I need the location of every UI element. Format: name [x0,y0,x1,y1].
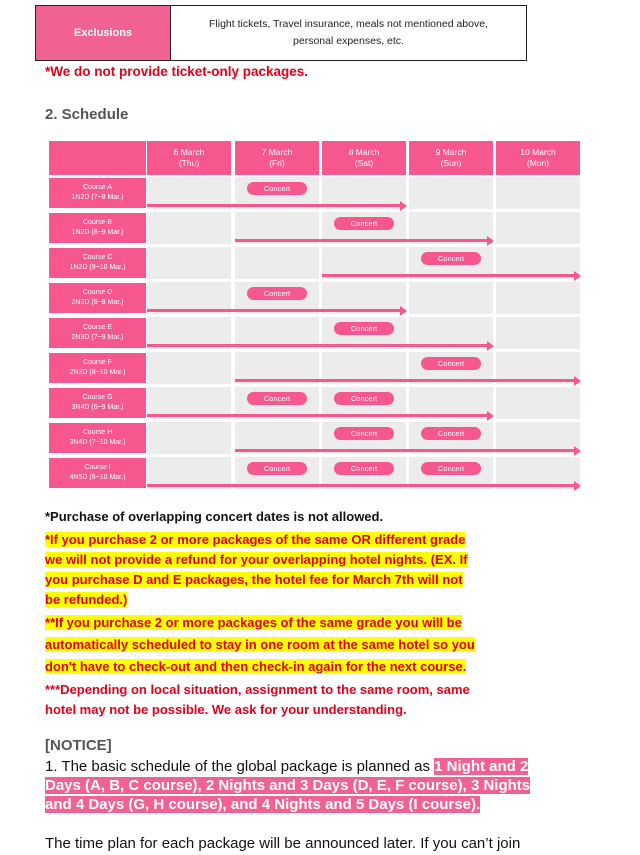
course-name: Course F [83,359,112,366]
schedule-cell [496,387,580,419]
stay-bar [235,379,576,382]
exclusions-value-line2: personal expenses, etc. [293,35,404,47]
day-weekday: (Fri) [269,158,285,168]
same-room-line: don't have to check-out and then check-in again for the next course. [45,659,467,674]
schedule-title: 2. Schedule [45,106,129,123]
course-detail: 3N4D (7~10 Mar.) [69,439,126,446]
course-name: Course B [82,219,113,226]
course-label [49,423,146,453]
stay-arrow [487,236,494,246]
schedule-cell [409,282,493,314]
course-detail: 1N2D (8~9 Mar.) [71,229,124,236]
ticket-only-note: *We do not provide ticket-only packages. [45,64,309,79]
concert-pill: Concert [421,252,481,265]
day-header [409,141,493,175]
concert-pill: Concert [334,217,394,230]
stay-arrow [574,271,581,281]
course-name: Course E [82,324,113,331]
day-weekday: (Mon) [526,158,550,168]
local-situation-note [45,680,470,720]
concert-pill: Concert [247,182,307,195]
schedule-cell [496,282,580,314]
notice-body [45,757,537,814]
course-label [49,458,146,488]
schedule-cell [496,177,580,209]
refund-line: *If you purchase 2 or more packages of the same OR different grade [45,532,466,547]
course-name: Course A [83,184,112,191]
refund-line: you purchase D and E packages, the hotel fee for March 7th will not [45,572,463,587]
course-label [49,248,146,278]
concert-pill: Concert [334,427,394,440]
exclusions-table [35,5,527,61]
concert-pill: Concert [334,392,394,405]
day-header [235,141,319,175]
stay-arrow [574,481,581,491]
refund-note [45,530,545,610]
course-name: Course G [82,394,113,401]
course-detail: 1N2D (9~10 Mar.) [69,264,126,271]
stay-bar [235,239,489,242]
same-room-line: **If you purchase 2 or more packages of the same grade you will be [45,615,462,630]
schedule-cell [496,212,580,244]
stay-bar [322,274,576,277]
notice-line1-highlight: 1 Night and 2 Days (A, B, C course), 2 Nights and 3 Days (D, E, F course), 3 Nights and 4 Days (G, H course), and 4 Nights and 5 Days (I course). [45,758,531,813]
course-label [49,283,146,313]
stay-bar [147,204,402,207]
day-date: 10 March [520,147,556,157]
refund-line: be refunded.) [45,592,128,607]
stay-bar [235,449,576,452]
schedule-corner [49,141,146,175]
day-weekday: (Thu) [178,158,200,168]
day-header [322,141,406,175]
notice-line1-prefix: 1. The basic schedule of the global package is planned as [45,758,435,775]
course-detail: 2N3D (8~10 Mar.) [69,369,126,376]
schedule-cell [409,177,493,209]
local-line: hotel may not be possible. We ask for your understanding. [45,702,407,717]
concert-pill: Concert [421,427,481,440]
day-date: 9 March [435,147,467,157]
course-label [49,318,146,348]
concert-pill: Concert [247,287,307,300]
notice-title: [NOTICE] [45,737,112,754]
exclusions-value [171,6,527,61]
notice-line2: The time plan for each package will be announced later. If you can’t join [45,835,521,852]
same-room-line: automatically scheduled to stay in one room at the same hotel so you [45,637,475,652]
course-detail: 1N2D (7~8 Mar.) [71,194,124,201]
course-name: Course H [82,429,113,436]
exclusions-label: Exclusions [36,6,171,61]
concert-pill: Concert [247,462,307,475]
course-name: Course D [82,289,113,296]
course-name: Course I [84,464,111,471]
concert-pill: Concert [334,462,394,475]
day-date: 7 March [261,147,293,157]
local-line: ***Depending on local situation, assignment to the same room, same [45,682,470,697]
day-date: 6 March [173,147,205,157]
day-date: 8 March [348,147,380,157]
exclusions-value-line1: Flight tickets, Travel insurance, meals not mentioned above, [209,18,488,30]
day-header [147,141,231,175]
schedule-cell [147,352,231,384]
stay-arrow [574,446,581,456]
course-detail: 3N4D (6~9 Mar.) [71,404,124,411]
day-weekday: (Sat) [354,158,374,168]
stay-bar [147,484,576,487]
course-label [49,178,146,208]
schedule-cell [147,422,231,454]
schedule-cell [235,247,319,279]
day-weekday: (Sun) [440,158,462,168]
course-label [49,213,146,243]
schedule-cell [496,317,580,349]
schedule-cell [147,212,231,244]
stay-arrow [574,376,581,386]
stay-arrow [400,306,407,316]
stay-arrow [400,201,407,211]
overlap-note: *Purchase of overlapping concert dates is not allowed. [45,509,384,524]
stay-arrow [487,411,494,421]
schedule-chart [46,141,581,490]
same-room-note [45,613,545,677]
course-name: Course C [82,254,113,261]
course-label [49,388,146,418]
stay-bar [147,309,402,312]
concert-pill: Concert [334,322,394,335]
course-detail: 2N3D (6~8 Mar.) [71,299,124,306]
course-detail: 4N5D (6~10 Mar.) [69,474,126,481]
schedule-cell [147,247,231,279]
stay-bar [147,344,489,347]
stay-arrow [487,341,494,351]
concert-pill: Concert [421,462,481,475]
concert-pill: Concert [247,392,307,405]
stay-bar [147,414,489,417]
course-label [49,353,146,383]
day-header [496,141,580,175]
refund-line: we will not provide a refund for your overlapping hotel nights. (EX. If [45,552,468,567]
concert-pill: Concert [421,357,481,370]
course-detail: 2N3D (7~9 Mar.) [71,334,124,341]
